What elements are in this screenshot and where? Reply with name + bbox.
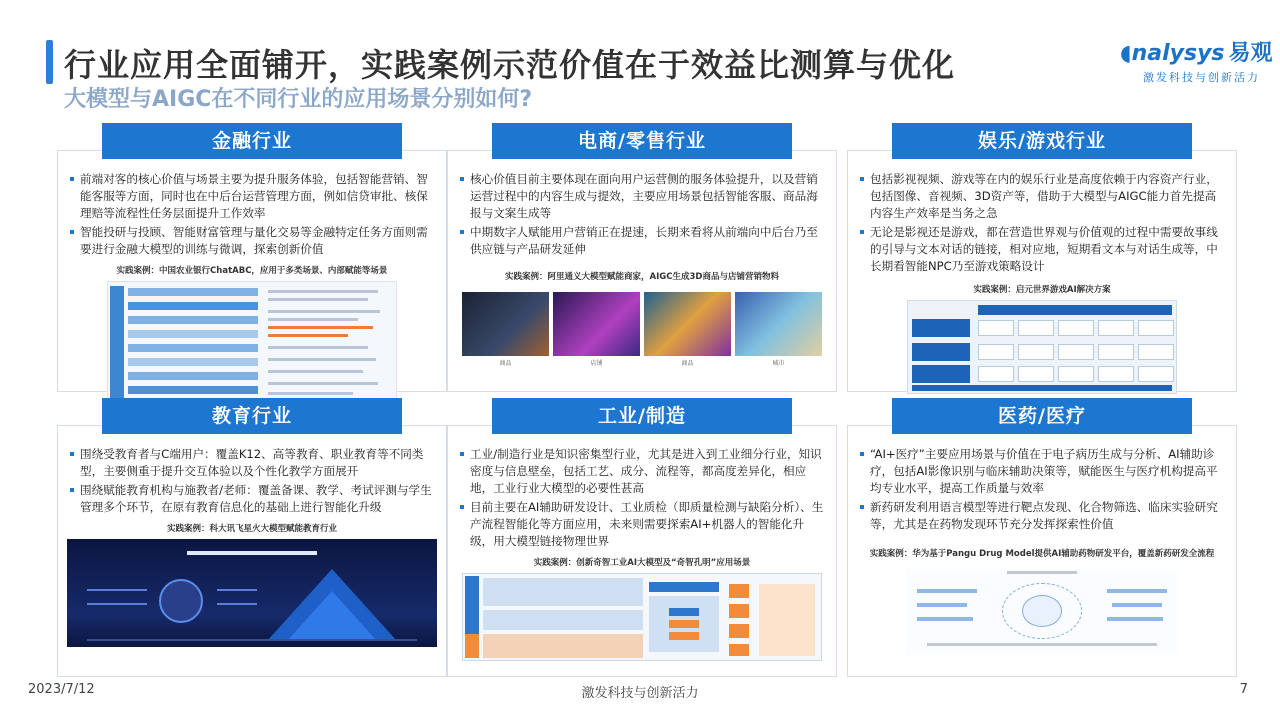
panel-finance: [57, 130, 447, 392]
manufacturing-case-diagram: [462, 573, 822, 661]
page-number: 7: [1239, 682, 1248, 697]
entertainment-case-label: 实践案例：启元世界游戏AI解决方案: [973, 285, 1111, 295]
ecommerce-bullet-1: 核心价值目前主要体现在面向用户运营侧的服务体验提升，以及营销运营过程中的内容生成与提效，主要应用场景包括智能客服、商品海报与文案生成等: [460, 171, 826, 222]
footer-slogan: 激发科技与创新活力: [581, 686, 699, 701]
panel-ecommerce-title: 电商/零售行业: [492, 123, 792, 159]
ecommerce-bullet-2: 中期数字人赋能用户营销正在提速，长期来看将从前端向中后台乃至供应链与产品研发延伸: [460, 224, 826, 258]
ecommerce-bullets: [448, 151, 836, 258]
logo-slogan: 激发科技与创新活力: [1143, 71, 1260, 84]
ecommerce-case-photos: [462, 292, 822, 356]
page-title: 行业应用全面铺开，实践案例示范价值在于效益比测算与优化: [64, 46, 956, 84]
education-case-label: 实践案例：科大讯飞星火大模型赋能教育行业: [166, 524, 337, 534]
panel-entertainment: [847, 130, 1237, 392]
ecommerce-photo-4: [735, 292, 822, 356]
analysys-logo: [1120, 36, 1273, 85]
ecommerce-case-label: 实践案例：阿里通义大模型赋能商家，AIGC生成3D商品与店铺营销物料: [505, 272, 779, 282]
ecommerce-photo-1: [462, 292, 549, 356]
ecommerce-photo-3: [644, 292, 731, 356]
medical-bullets: [848, 426, 1236, 533]
panel-ecommerce: [447, 130, 837, 392]
ecommerce-photo-2: [553, 292, 640, 356]
medical-case-label: 实践案例：华为基于Pangu Drug Model提供AI辅助药物研发平台，覆盖新药研发全流程: [869, 549, 1215, 559]
medical-bullet-2: 新药研发利用语言模型等进行靶点发现、化合物筛选、临床实验研究等，尤其是在药物发现环节充分发挥探索性价值: [860, 499, 1226, 533]
education-bullets: [58, 426, 446, 516]
manufacturing-bullet-1: 工业/制造行业是知识密集型行业，尤其是进入到工业细分行业，知识密度与信息壁垒，包括工艺、成分、流程等，都高度差异化，相应地，工业行业大模型的必要性甚高: [460, 446, 826, 497]
panel-entertainment-title: 娱乐/游戏行业: [892, 123, 1192, 159]
education-bullet-2: 围绕赋能教育机构与施教者/老师：覆盖备课、教学、考试评测与学生管理多个环节，在原有教育信息化的基础上进行智能化升级: [70, 482, 436, 516]
entertainment-case-diagram: [907, 300, 1177, 394]
entertainment-bullet-2: 无论是影视还是游戏，都在营造世界观与价值观的过程中需要故事线的引导与文本对话的链接，相对应地，短期看文本与对话生成等，中长期看智能NPC乃至游戏策略设计: [860, 224, 1226, 275]
medical-bullet-1: “AI+医疗”主要应用场景与价值在于电子病历生成与分析、AI辅助诊疗，包括AI影像识别与临床辅助决策等，赋能医生与医疗机构提高平均专业水平，提高工作质量与效率: [860, 446, 1226, 497]
finance-bullets: [58, 151, 446, 258]
panel-manufacturing-title: 工业/制造: [492, 398, 792, 434]
finance-case-label: 实践案例：中国农业银行ChatABC，应用于多类场景、内部赋能等场景: [116, 266, 388, 276]
finance-bullet-2: 智能投研与投顾、智能财富管理与量化交易等金融特定任务方面则需要进行金融大模型的训练与微调，探索创新价值: [70, 224, 436, 258]
medical-case-diagram: [907, 569, 1177, 655]
finance-case-diagram: [107, 281, 397, 407]
panel-medical: [847, 405, 1237, 677]
panel-manufacturing: [447, 405, 837, 677]
manufacturing-bullets: [448, 426, 836, 550]
logo-wordmark: ◖nalysys 易观: [1120, 41, 1273, 66]
panel-education-title: 教育行业: [102, 398, 402, 434]
manufacturing-bullet-2: 目前主要在AI辅助研发设计、工业质检（即质量检测与缺陷分析）、生产流程智能化等方面应用，未来则需要探索AI+机器人的智能化升级，用大模型链接物理世界: [460, 499, 826, 550]
title-accent-bar: [46, 40, 53, 84]
education-case-banner: [67, 539, 437, 647]
ecommerce-photo-captions: 商品 店铺 商品 城市: [499, 360, 785, 367]
page-subtitle: 大模型与AIGC在不同行业的应用场景分别如何?: [64, 87, 533, 112]
panel-education: [57, 405, 447, 677]
entertainment-bullets: [848, 151, 1236, 275]
education-bullet-1: 围绕受教育者与C端用户：覆盖K12、高等教育、职业教育等不同类型，主要侧重于提升交互体验以及个性化教学方面展开: [70, 446, 436, 480]
manufacturing-case-label: 实践案例：创新奇智工业AI大模型及“奇智孔明”应用场景: [533, 558, 751, 568]
panel-medical-title: 医药/医疗: [892, 398, 1192, 434]
footer-date: 2023/7/12: [28, 682, 95, 697]
entertainment-bullet-1: 包括影视视频、游戏等在内的娱乐行业是高度依赖于内容资产行业，包括图像、音视频、3D资产等，借助于大模型与AIGC能力首先提高内容生产效率是当务之急: [860, 171, 1226, 222]
panel-finance-title: 金融行业: [102, 123, 402, 159]
finance-bullet-1: 前端对客的核心价值与场景主要为提升服务体验，包括智能营销、智能客服等方面，同时也在中后台运营管理方面，例如信贷审批、核保理赔等流程性任务层面提升工作效率: [70, 171, 436, 222]
